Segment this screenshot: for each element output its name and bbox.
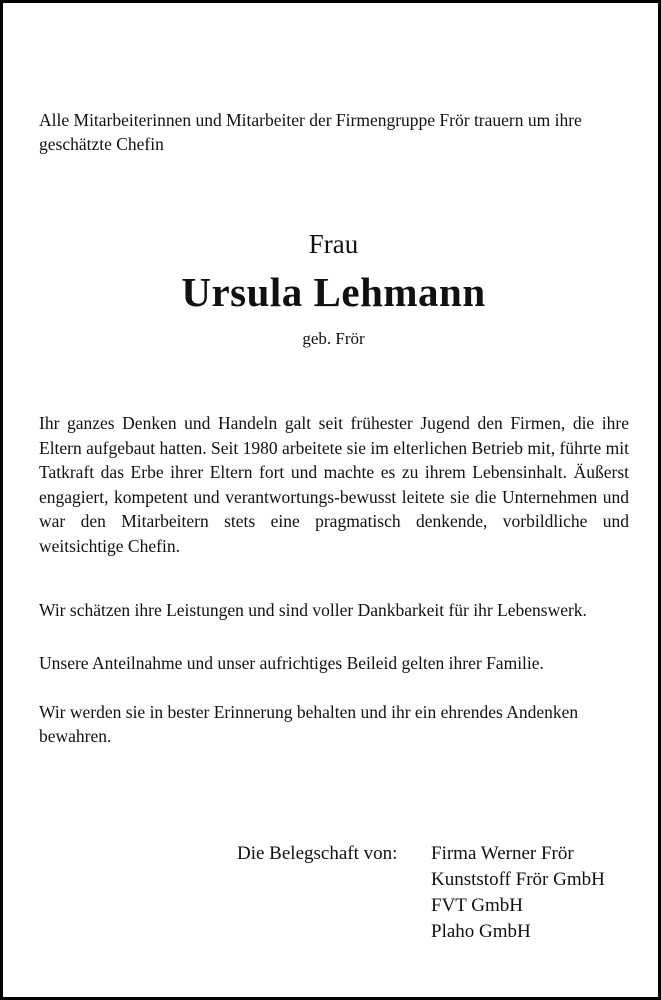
gratitude-paragraph: Wir schätzen ihre Leistungen und sind voller Dankbarkeit für ihr Lebenswerk.	[39, 600, 587, 620]
company-name: Plaho GmbH	[431, 921, 531, 942]
intro-text: Alle Mitarbeiterinnen und Mitarbeiter der Firmengruppe Frör trauern um ihre geschätzte Chefin	[39, 110, 582, 154]
remembrance-paragraph: Wir werden sie in bester Erinnerung behalten und ihr ein ehrendes Andenken bewahren.	[39, 702, 579, 746]
condolence-paragraph: Unsere Anteilnahme und unser aufrichtiges Beileid gelten ihrer Familie.	[39, 653, 544, 673]
maiden-name: geb. Frör	[302, 329, 365, 348]
company-name: Firma Werner Frör	[431, 843, 574, 864]
tribute-text: Ihr ganzes Denken und Handeln galt seit frühester Jugend den Firmen, die ihre Eltern aufgebaut hatten. Seit 1980 arbeitete sie im elterlichen Betrieb mit, führte mit Tatkraft das Erbe ihrer Eltern fort und machte es zu ihrem Lebensinhalt. Äußerst engagiert, kompetent und verantwortungs-bewusst leitete sie die Unternehmen und war den Mitarbeitern stets eine pragmatisch denkende, vorbildliche und weitsichtige Chefin.	[39, 413, 629, 556]
salutation: Frau	[308, 229, 359, 259]
company-name: FVT GmbH	[431, 895, 524, 916]
signature-label: Die Belegschaft von:	[237, 843, 398, 864]
deceased-name: Ursula Lehmann	[181, 269, 486, 315]
company-name: Kunststoff Frör GmbH	[431, 869, 605, 890]
company-list	[431, 841, 605, 945]
